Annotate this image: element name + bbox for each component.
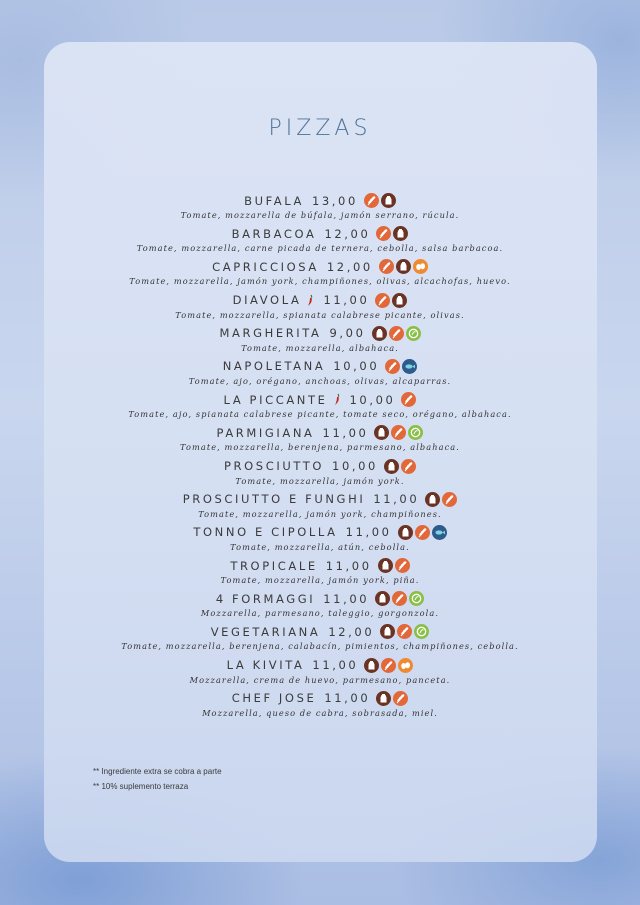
allergen-icons	[401, 392, 416, 407]
menu-item-header	[0, 258, 640, 275]
pizza-price: 11,00	[345, 525, 392, 540]
pizza-price: 10,00	[332, 459, 378, 473]
wheat-icon	[364, 193, 379, 208]
pizza-name: MARGHERITA	[219, 326, 322, 341]
milk-icon	[398, 525, 413, 540]
pizza-name: BUFALA	[244, 193, 304, 208]
wheat-icon	[376, 226, 391, 241]
pizza-name: BARBACOA	[231, 226, 317, 241]
milk-icon	[381, 193, 396, 208]
pizza-price: 11,00	[325, 558, 372, 573]
pizza-description: Tomate, mozzarella, atún, cebolla.	[230, 541, 410, 552]
celery-icon	[406, 326, 421, 341]
milk-icon	[384, 459, 399, 474]
pizza-price: 11,00	[323, 293, 370, 308]
menu-item	[0, 557, 640, 590]
wheat-icon	[397, 624, 412, 639]
wheat-icon	[442, 492, 457, 507]
menu-item	[0, 623, 640, 656]
egg-icon	[413, 259, 428, 274]
pizza-description: Tomate, mozzarella, carne picada de ternera, cebolla, salsa barbacoa.	[136, 243, 504, 254]
pizza-name: PROSCIUTTO	[224, 459, 325, 473]
pizza-menu-list	[0, 192, 640, 723]
allergen-icons	[364, 658, 413, 673]
pizza-price: 11,00	[312, 658, 359, 673]
fish-icon	[432, 525, 447, 540]
pizza-description: Tomate, mozzarella, jamón york, champiñones.	[198, 508, 442, 519]
allergen-icons	[375, 591, 424, 606]
menu-item	[0, 325, 640, 358]
pizza-description: Tomate, ajo, spianata calabrese picante, tomate seco, orégano, albahaca.	[128, 409, 512, 420]
pizza-description: Tomate, ajo, orégano, anchoas, olivas, alcaparras.	[188, 375, 452, 386]
pizza-description: Tomate, mozzarella, berenjena, calabacín, pimientos, champiñones, cebolla.	[121, 641, 519, 652]
menu-item	[0, 524, 640, 557]
pizza-description: Tomate, mozzarella, albahaca.	[241, 342, 399, 353]
menu-item	[0, 391, 640, 424]
wheat-icon	[385, 359, 400, 374]
chili-icon	[332, 392, 342, 407]
menu-item-header	[0, 225, 640, 242]
wheat-icon	[401, 459, 416, 474]
menu-item-header	[0, 524, 640, 541]
milk-icon	[425, 492, 440, 507]
pizza-name: TROPICALE	[230, 558, 318, 573]
menu-item-header	[0, 690, 640, 707]
pizza-price: 9,00	[329, 326, 366, 341]
pizza-description: Mozzarella, queso de cabra, sobrasada, miel.	[202, 707, 438, 718]
allergen-icons	[375, 293, 407, 308]
pizza-price: 11,00	[373, 492, 420, 507]
allergen-icons	[425, 492, 457, 507]
allergen-icons	[398, 525, 447, 540]
milk-icon	[393, 226, 408, 241]
menu-item	[0, 192, 640, 225]
pizza-price: 12,00	[324, 226, 371, 241]
egg-icon	[398, 658, 413, 673]
footnotes	[93, 764, 222, 794]
milk-icon	[380, 624, 395, 639]
menu-item	[0, 458, 640, 491]
pizza-description: Tomate, mozzarella, jamón york, champiñones, olivas, alcachofas, huevo.	[129, 276, 511, 287]
pizza-name: LA PICCANTE	[223, 392, 328, 407]
page-title: PIZZAS	[268, 116, 372, 141]
pizza-name: LA KIVITA	[226, 658, 305, 673]
allergen-icons	[376, 226, 408, 241]
menu-item	[0, 292, 640, 325]
wheat-icon	[389, 326, 404, 341]
menu-item	[0, 657, 640, 690]
pizza-price: 11,00	[322, 425, 369, 440]
menu-item-header	[0, 590, 640, 607]
milk-icon	[392, 293, 407, 308]
chili-icon	[305, 293, 315, 308]
allergen-icons	[372, 326, 421, 341]
wheat-icon	[401, 392, 416, 407]
pizza-price: 12,00	[326, 259, 373, 274]
menu-item	[0, 590, 640, 623]
pizza-name: VEGETARIANA	[210, 624, 321, 639]
allergen-icons	[380, 624, 429, 639]
celery-icon	[414, 624, 429, 639]
footnote-extra: ** Ingrediente extra se cobra a parte	[93, 767, 222, 776]
pizza-price: 11,00	[323, 591, 370, 606]
pizza-name: DIAVOLA	[232, 293, 302, 308]
menu-item-header	[0, 358, 640, 375]
menu-item-header	[0, 657, 640, 674]
pizza-name: PROSCIUTTO E FUNGHI	[182, 492, 366, 507]
allergen-icons	[376, 691, 408, 706]
pizza-price: 13,00	[311, 193, 358, 208]
menu-item-header	[0, 325, 640, 342]
pizza-price: 10,00	[349, 392, 396, 407]
menu-item-header	[0, 491, 640, 508]
pizza-price: 10,00	[333, 359, 380, 374]
menu-item-header	[0, 557, 640, 574]
milk-icon	[396, 259, 411, 274]
fish-icon	[402, 359, 417, 374]
footnote-terrace: ** 10% suplemento terraza	[93, 782, 189, 791]
pizza-price: 12,00	[328, 624, 375, 639]
menu-item-header	[0, 391, 640, 408]
menu-item	[0, 258, 640, 291]
menu-item	[0, 491, 640, 524]
wheat-icon	[392, 591, 407, 606]
wheat-icon	[375, 293, 390, 308]
allergen-icons	[374, 425, 423, 440]
pizza-description: Mozzarella, parmesano, taleggio, gorgonzola.	[200, 608, 440, 619]
pizza-name: TONNO E CIPOLLA	[193, 525, 338, 540]
wheat-icon	[415, 525, 430, 540]
celery-icon	[409, 591, 424, 606]
pizza-description: Tomate, mozzarella, jamón york, piña.	[220, 575, 420, 586]
menu-item	[0, 690, 640, 723]
milk-icon	[364, 658, 379, 673]
pizza-name: CAPRICCIOSA	[212, 259, 319, 274]
pizza-name: NAPOLETANA	[222, 359, 326, 374]
pizza-name: 4 FORMAGGI	[215, 591, 316, 606]
celery-icon	[408, 425, 423, 440]
menu-item-header	[0, 292, 640, 309]
wheat-icon	[391, 425, 406, 440]
pizza-description: Tomate, mozzarella, jamón york.	[235, 475, 405, 486]
milk-icon	[378, 558, 393, 573]
allergen-icons	[364, 193, 396, 208]
menu-item-header	[0, 424, 640, 441]
wheat-icon	[395, 558, 410, 573]
wheat-icon	[379, 259, 394, 274]
wheat-icon	[393, 691, 408, 706]
pizza-description: Tomate, mozzarella, spianata calabrese picante, olivas.	[175, 309, 465, 320]
pizza-name: PARMIGIANA	[216, 425, 315, 440]
menu-item-header	[0, 192, 640, 209]
menu-item-header	[0, 623, 640, 640]
menu-item	[0, 358, 640, 391]
milk-icon	[374, 425, 389, 440]
milk-icon	[376, 691, 391, 706]
pizza-description: Tomate, mozzarella, berenjena, parmesano, albahaca.	[180, 442, 460, 453]
pizza-description: Tomate, mozzarella de búfala, jamón serrano, rúcula.	[180, 210, 460, 220]
menu-item	[0, 225, 640, 258]
pizza-description: Mozzarella, crema de huevo, parmesano, panceta.	[189, 674, 451, 685]
allergen-icons	[379, 259, 428, 274]
allergen-icons	[378, 558, 410, 573]
menu-item-header	[0, 458, 640, 475]
pizza-name: CHEF JOSE	[231, 691, 317, 706]
milk-icon	[375, 591, 390, 606]
milk-icon	[372, 326, 387, 341]
pizza-price: 11,00	[324, 691, 371, 706]
allergen-icons	[385, 359, 417, 374]
menu-item	[0, 424, 640, 457]
allergen-icons	[384, 459, 416, 474]
wheat-icon	[381, 658, 396, 673]
